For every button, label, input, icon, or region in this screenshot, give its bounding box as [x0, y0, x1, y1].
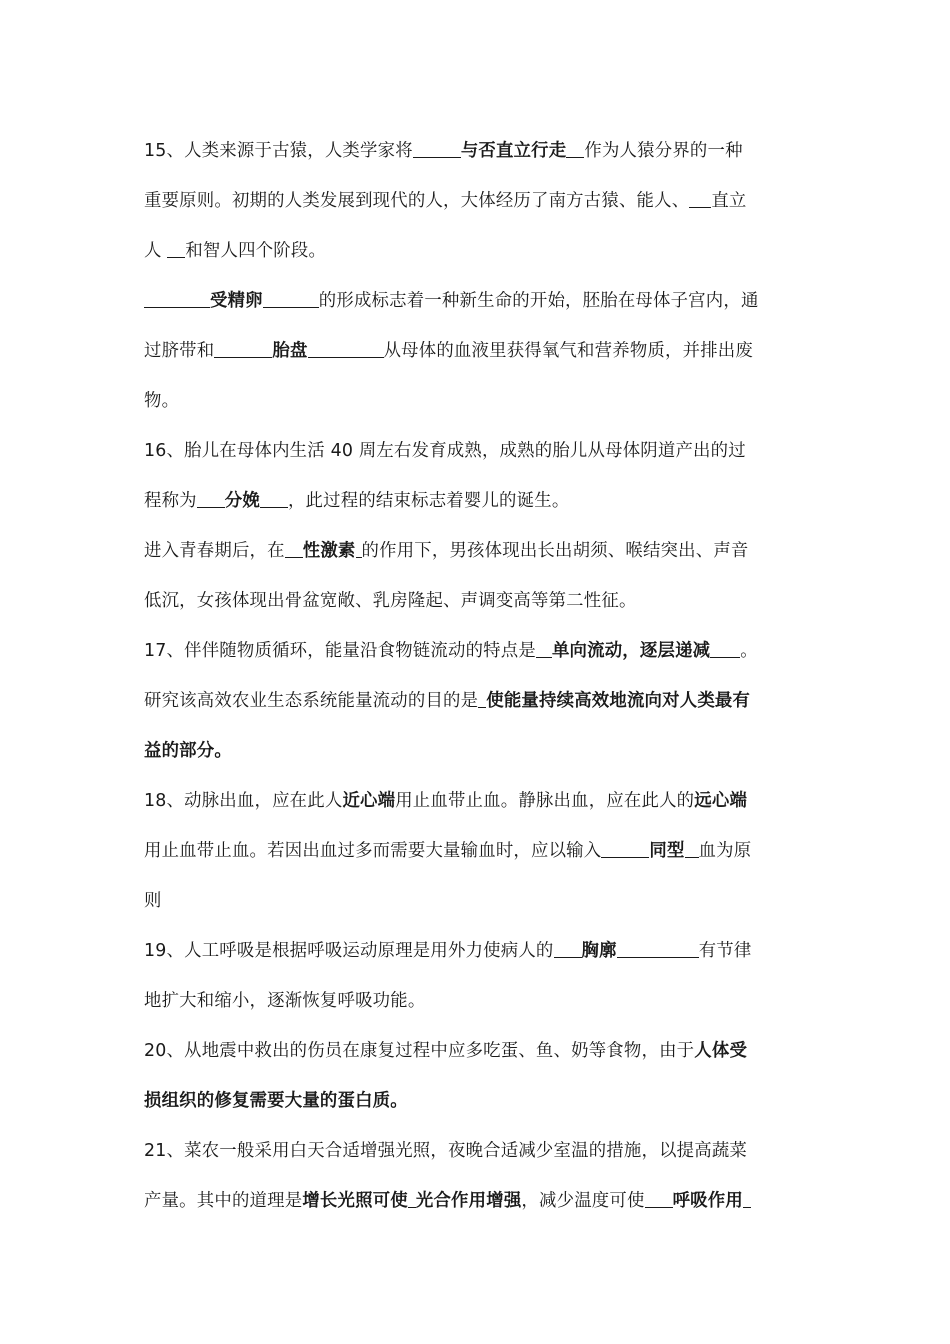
- answer-text: 人体受: [694, 1041, 748, 1061]
- question-text: 16、胎儿在母体内生活 40 周左右发育成熟，成熟的胎儿从母体阴道产出的过: [144, 441, 746, 461]
- question-text: 的形成标志着一种新生命的开始，胚胎在母体子宫内，通: [318, 291, 759, 311]
- question-text: ，此过程的结束标志着婴儿的诞生。: [287, 491, 570, 511]
- question-text: 19、人工呼吸是根据呼吸运动原理是用外力使病人的: [144, 941, 554, 961]
- question-text: 20、从地震中救出的伤员在康复过程中应多吃蛋、鱼、奶等食物，由于: [144, 1041, 695, 1061]
- question-text: 重要原则。初期的人类发展到现代的人，大体经历了南方古猿、能人、: [144, 191, 690, 211]
- answer-blank: [566, 138, 584, 158]
- question-text: 低沉，女孩体现出骨盆宽敞、乳房隆起、声调变高等第二性征。: [144, 591, 637, 611]
- text-line: [144, 976, 812, 1026]
- question-text: 物。: [144, 391, 180, 411]
- answer-text: 单向流动，逐层递减: [551, 641, 711, 661]
- answer-text: 远心端: [694, 791, 748, 811]
- text-line: [144, 876, 812, 926]
- question-text: 有节律: [698, 941, 752, 961]
- answer-blank: [645, 1188, 673, 1208]
- answer-text: 近心端: [342, 791, 396, 811]
- text-line: [144, 1126, 812, 1176]
- text-line: [144, 576, 812, 626]
- question-text: 和智人四个阶段。: [185, 241, 327, 261]
- answer-blank: [601, 838, 649, 858]
- question-text: 地扩大和缩小，逐渐恢复呼吸功能。: [144, 991, 426, 1011]
- answer-blank: [689, 188, 711, 208]
- answer-text: 性激素: [302, 541, 356, 561]
- answer-blank: [710, 638, 740, 658]
- answer-blank: [263, 288, 319, 308]
- question-text: 15、人类来源于古猿，人类学家将: [144, 141, 413, 161]
- question-text: 用止血带止血。若因出血过多而需要大量输血时，应以输入: [144, 841, 602, 861]
- answer-blank: [413, 138, 461, 158]
- text-line: [144, 276, 812, 326]
- answer-text: 光合作用增强: [415, 1191, 522, 1211]
- question-text: 则: [144, 891, 162, 911]
- question-text: 18、动脉出血，应在此人: [144, 791, 343, 811]
- answer-blank: [285, 538, 303, 558]
- answer-blank: [197, 488, 225, 508]
- answer-blank: [408, 1188, 416, 1208]
- text-line: [144, 726, 812, 776]
- question-text: 21、菜农一般采用白天合适增强光照，夜晚合适减少室温的措施，以提高蔬菜: [144, 1141, 748, 1161]
- question-text: 的作用下，男孩体现出长出胡须、喉结突出、声音: [361, 541, 749, 561]
- answer-text: 损组织的修复需要大量的蛋白质。: [144, 1091, 408, 1111]
- answer-blank: [308, 338, 384, 358]
- answer-text: 增长光照可使: [302, 1191, 408, 1211]
- question-text: 血为原: [698, 841, 752, 861]
- answer-text: 益的部分。: [144, 741, 232, 761]
- text-line: [144, 676, 812, 726]
- text-line: [144, 1176, 812, 1226]
- document-page: [144, 126, 812, 1226]
- answer-blank: [554, 938, 582, 958]
- question-text: 人: [144, 241, 168, 261]
- answer-blank: [260, 488, 288, 508]
- question-text: 作为人猿分界的一种: [584, 141, 743, 161]
- answer-blank: [743, 1188, 751, 1208]
- text-line: [144, 326, 812, 376]
- answer-text: 使能量持续高效地流向对人类最有: [486, 691, 751, 711]
- answer-blank: [617, 938, 699, 958]
- question-text: 17、伴伴随物质循环，能量沿食物链流动的特点是: [144, 641, 536, 661]
- text-line: [144, 926, 812, 976]
- text-line: [144, 1026, 812, 1076]
- question-text: 。: [740, 641, 758, 661]
- text-line: [144, 226, 812, 276]
- answer-text: 呼吸作用: [672, 1191, 743, 1211]
- answer-text: 胎盘: [272, 341, 308, 361]
- text-line: [144, 1076, 812, 1126]
- text-line: [144, 626, 812, 676]
- question-text: 过脐带和: [144, 341, 215, 361]
- text-line: [144, 176, 812, 226]
- answer-text: 受精卵: [210, 291, 263, 311]
- text-line: [144, 826, 812, 876]
- answer-blank: [536, 638, 552, 658]
- answer-blank: [167, 238, 185, 258]
- text-line: [144, 526, 812, 576]
- text-line: [144, 476, 812, 526]
- text-line: [144, 376, 812, 426]
- text-line: [144, 776, 812, 826]
- answer-text: 分娩: [224, 491, 260, 511]
- question-text: 从母体的血液里获得氧气和营养物质，并排出废: [383, 341, 753, 361]
- text-line: [144, 126, 812, 176]
- answer-blank: [685, 838, 699, 858]
- question-text: 用止血带止血。静脉出血，应在此人的: [395, 791, 695, 811]
- answer-text: 胸廓: [581, 941, 617, 961]
- answer-text: 同型: [649, 841, 685, 861]
- text-line: [144, 426, 812, 476]
- question-text: 研究该高效农业生态系统能量流动的目的是: [144, 691, 479, 711]
- question-text: 程称为: [144, 491, 197, 511]
- answer-blank: [144, 288, 210, 308]
- question-text: 直立: [711, 191, 747, 211]
- question-text: 进入青春期后，在: [144, 541, 285, 561]
- answer-blank: [214, 338, 272, 358]
- question-text: ，减少温度可使: [521, 1191, 645, 1211]
- answer-text: 与否直立行走: [460, 141, 567, 161]
- question-text: 产量。其中的道理是: [144, 1191, 303, 1211]
